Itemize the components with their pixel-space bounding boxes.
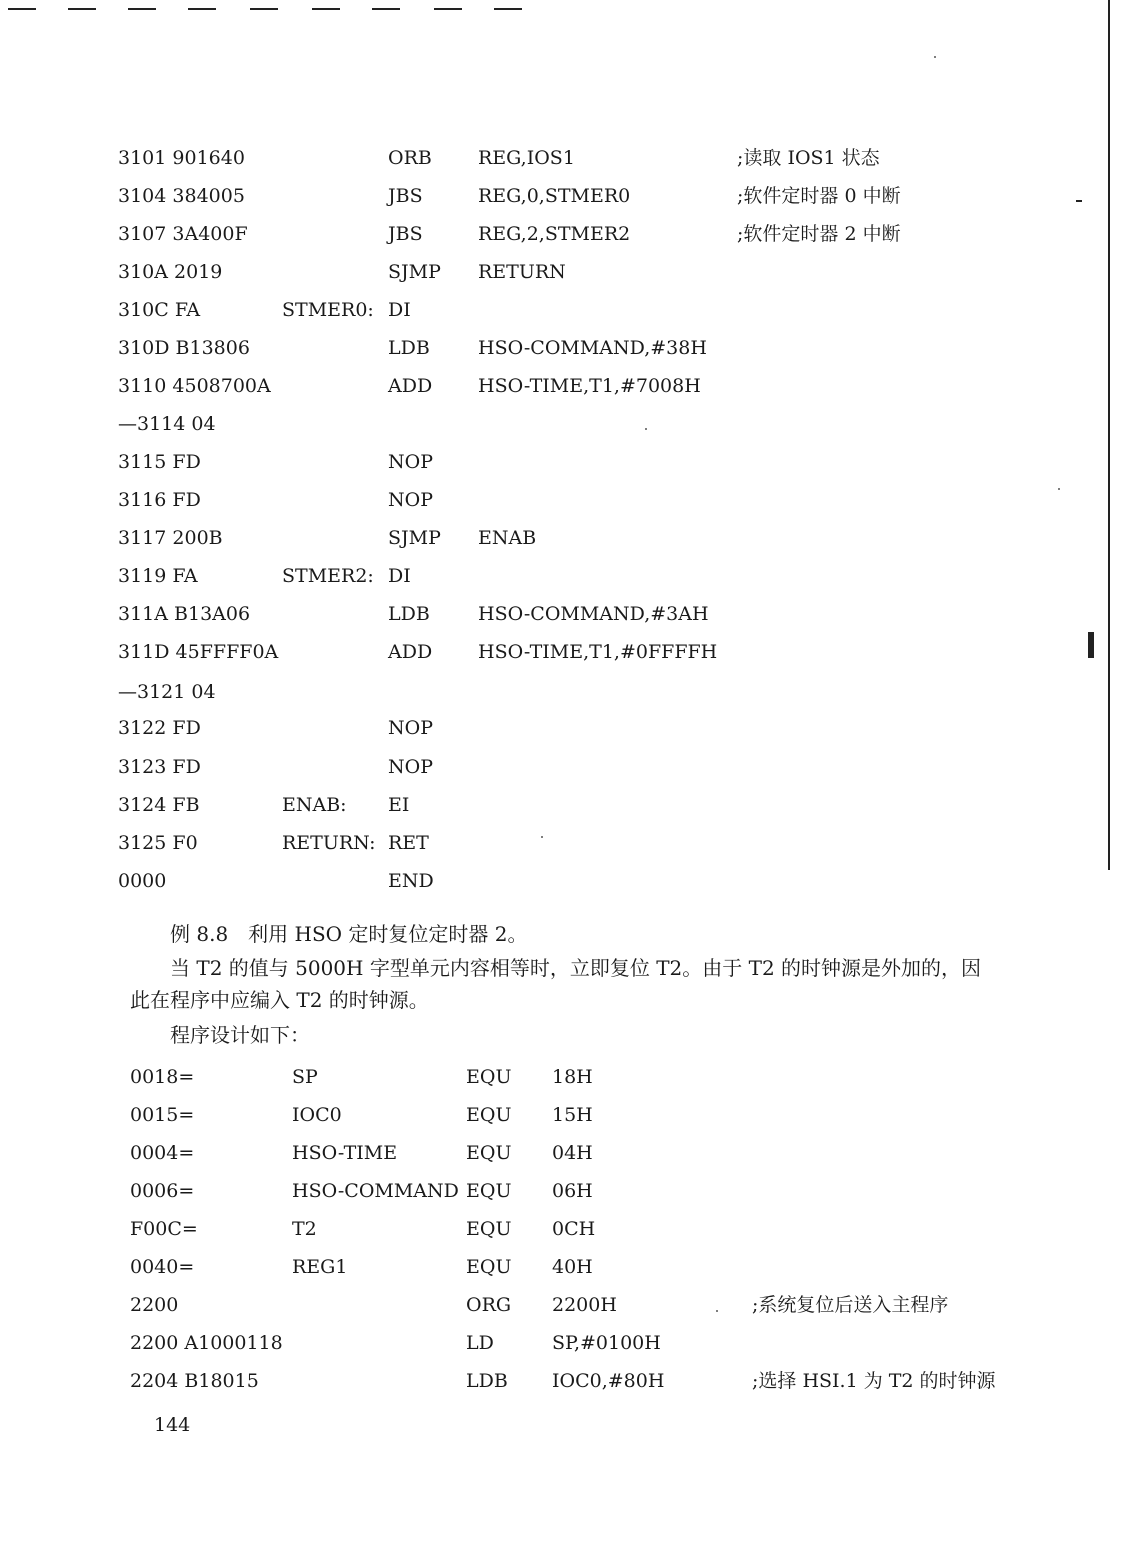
code-operands: HSO-COMMAND,#38H (478, 337, 707, 359)
code-line (0, 599, 1100, 629)
code-address: 311A B13A06 (118, 603, 251, 625)
code-opcode: EI (388, 794, 410, 816)
scan-dash (372, 8, 400, 10)
code-address: 3124 FB (118, 794, 200, 816)
code-address: 3115 FD (118, 451, 201, 473)
code-address: 3125 F0 (118, 832, 198, 854)
code-address: 3116 FD (118, 489, 201, 511)
code-operands: HSO-TIME,T1,#7008H (478, 375, 701, 397)
code-address: 3123 FD (118, 756, 201, 778)
code-line (0, 181, 1100, 211)
code-operands: SP,#0100H (552, 1332, 661, 1354)
code-address: 0015= (130, 1104, 195, 1126)
code-line (0, 713, 1100, 743)
code-operands: HSO-COMMAND,#3AH (478, 603, 709, 625)
code-line (0, 1328, 1100, 1358)
code-label: HSO-TIME (292, 1142, 398, 1164)
code-operands: 04H (552, 1142, 593, 1164)
code-label: IOC0 (292, 1104, 342, 1126)
code-opcode: EQU (466, 1180, 512, 1202)
code-label: STMER2: (282, 565, 374, 587)
code-comment: ;系统复位后送入主程序 (752, 1294, 949, 1316)
code-opcode: JBS (388, 185, 423, 207)
code-address: —3121 04 (118, 681, 216, 703)
code-address: 310D B13806 (118, 337, 250, 359)
code-line (0, 1100, 1100, 1130)
code-operands: HSO-TIME,T1,#0FFFFH (478, 641, 718, 663)
code-comment: ;读取 IOS1 状态 (737, 147, 880, 169)
program-intro: 程序设计如下： (170, 1023, 310, 1047)
code-line (0, 523, 1100, 553)
code-line (0, 1176, 1100, 1206)
code-line (0, 447, 1100, 477)
code-operands: RETURN (478, 261, 566, 283)
scan-dash (128, 8, 156, 10)
code-opcode: LD (466, 1332, 494, 1354)
code-address: 3117 200B (118, 527, 223, 549)
code-address: 3110 4508700A (118, 375, 271, 397)
code-line (0, 295, 1100, 325)
code-address: 2200 A1000118 (130, 1332, 283, 1354)
code-address: 3119 FA (118, 565, 198, 587)
description-line-1: 当 T2 的值与 5000H 字型单元内容相等时，立即复位 T2。由于 T2 的时钟源是外加的，因 (170, 956, 982, 980)
code-address: 0006= (130, 1180, 195, 1202)
code-line (0, 1290, 1100, 1320)
code-operands: REG,0,STMER0 (478, 185, 631, 207)
code-address: 2200 (130, 1294, 179, 1316)
code-operands: REG,IOS1 (478, 147, 575, 169)
code-line (0, 752, 1100, 782)
code-line (0, 409, 1100, 439)
code-address: 0040= (130, 1256, 195, 1278)
code-line (0, 1366, 1100, 1396)
code-line (0, 1062, 1100, 1092)
code-operands: 18H (552, 1066, 593, 1088)
code-line (0, 1214, 1100, 1244)
code-comment: ;软件定时器 2 中断 (737, 223, 901, 245)
code-line (0, 1138, 1100, 1168)
code-opcode: EQU (466, 1066, 512, 1088)
code-address: 3101 901640 (118, 147, 245, 169)
code-opcode: DI (388, 299, 411, 321)
code-address: 0018= (130, 1066, 195, 1088)
page-edge-line (1108, 0, 1110, 870)
code-address: F00C= (130, 1218, 198, 1240)
code-label: ENAB: (282, 794, 347, 816)
code-operands: 06H (552, 1180, 593, 1202)
code-opcode: ORB (388, 147, 432, 169)
description-line-2: 此在程序中应编入 T2 的时钟源。 (130, 988, 429, 1012)
code-opcode: EQU (466, 1218, 512, 1240)
code-opcode: LDB (388, 603, 430, 625)
scan-dash (250, 8, 278, 10)
code-line (0, 561, 1100, 591)
code-comment: ;选择 HSI.1 为 T2 的时钟源 (752, 1370, 996, 1392)
code-opcode: END (388, 870, 434, 892)
code-line (0, 219, 1100, 249)
code-opcode: RET (388, 832, 429, 854)
code-opcode: EQU (466, 1142, 512, 1164)
code-operands: 2200H (552, 1294, 617, 1316)
scan-dash (494, 8, 522, 10)
code-operands: IOC0,#80H (552, 1370, 665, 1392)
code-line (0, 143, 1100, 173)
code-opcode: ORG (466, 1294, 512, 1316)
code-address: 3107 3A400F (118, 223, 248, 245)
code-opcode: ADD (388, 641, 433, 663)
code-operands: REG,2,STMER2 (478, 223, 631, 245)
code-address: 310A 2019 (118, 261, 223, 283)
code-line (0, 371, 1100, 401)
code-line (0, 333, 1100, 363)
code-address: 3122 FD (118, 717, 201, 739)
code-label: STMER0: (282, 299, 374, 321)
code-opcode: JBS (388, 223, 423, 245)
code-opcode: NOP (388, 451, 433, 473)
code-opcode: LDB (466, 1370, 508, 1392)
code-label: HSO-COMMAND (292, 1180, 459, 1202)
code-line (0, 790, 1100, 820)
code-label: RETURN: (282, 832, 376, 854)
code-opcode: NOP (388, 717, 433, 739)
code-address: 310C FA (118, 299, 201, 321)
page-number: 144 (154, 1414, 191, 1436)
code-address: 0000 (118, 870, 167, 892)
code-operands: 0CH (552, 1218, 596, 1240)
code-address: —3114 04 (118, 413, 216, 435)
code-line (0, 866, 1100, 896)
code-label: REG1 (292, 1256, 348, 1278)
scan-speck (934, 56, 936, 58)
scan-dash (8, 8, 36, 10)
code-address: 3104 384005 (118, 185, 245, 207)
example-title: 例 8.8 利用 HSO 定时复位定时器 2。 (170, 922, 528, 946)
code-label: T2 (292, 1218, 317, 1240)
code-opcode: EQU (466, 1104, 512, 1126)
code-line (0, 637, 1100, 667)
code-opcode: SJMP (388, 261, 441, 283)
code-opcode: NOP (388, 489, 433, 511)
code-line (0, 1252, 1100, 1282)
code-label: SP (292, 1066, 318, 1088)
code-operands: 40H (552, 1256, 593, 1278)
scan-dash (68, 8, 96, 10)
code-address: 0004= (130, 1142, 195, 1164)
code-opcode: NOP (388, 756, 433, 778)
code-opcode: EQU (466, 1256, 512, 1278)
code-operands: 15H (552, 1104, 593, 1126)
code-opcode: SJMP (388, 527, 441, 549)
scan-dash (434, 8, 462, 10)
code-opcode: ADD (388, 375, 433, 397)
code-address: 311D 45FFFF0A (118, 641, 279, 663)
code-line (0, 485, 1100, 515)
code-comment: ;软件定时器 0 中断 (737, 185, 901, 207)
code-line (0, 828, 1100, 858)
scan-dash (188, 8, 216, 10)
code-opcode: LDB (388, 337, 430, 359)
code-line (0, 677, 1100, 707)
code-address: 2204 B18015 (130, 1370, 259, 1392)
code-operands: ENAB (478, 527, 537, 549)
code-opcode: DI (388, 565, 411, 587)
code-line (0, 257, 1100, 287)
scan-dash (312, 8, 340, 10)
